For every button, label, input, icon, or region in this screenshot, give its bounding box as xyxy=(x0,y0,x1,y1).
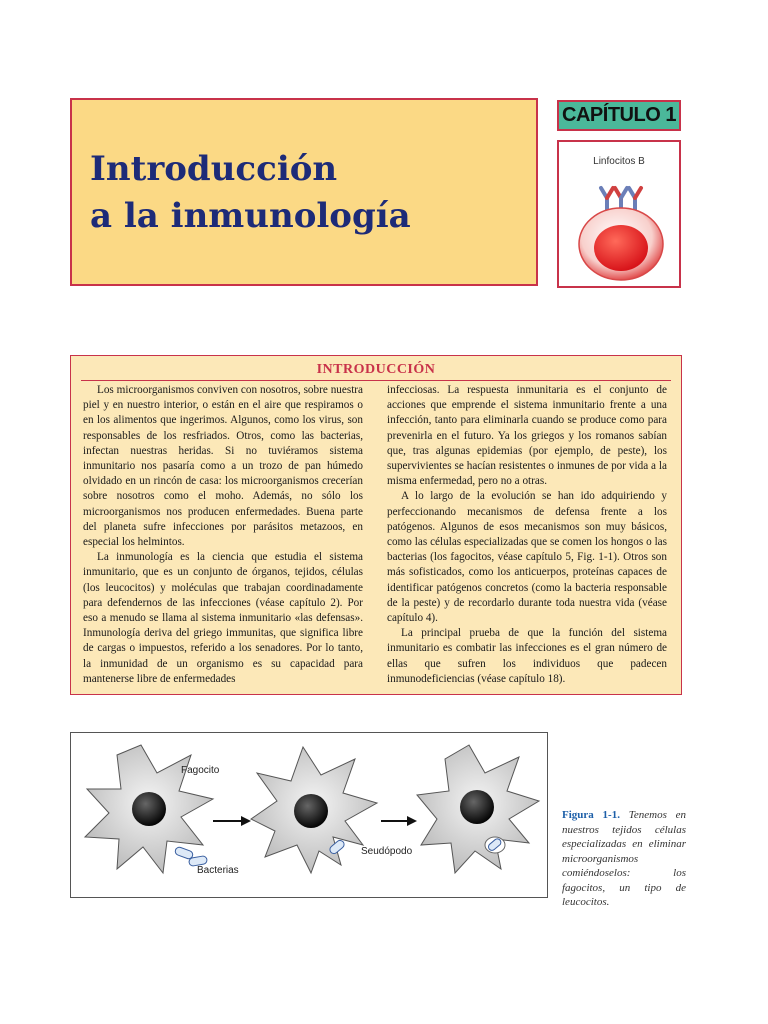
paragraph: La inmunología es la ciencia que estudia el sistema inmunitario, que es un conjunto de órganos, tejidos, células (los leucocitos) y moléculas que trabajan coordinadamente para defendernos de las infecciones (véase capítulo 2). Por eso a menudo se llama al sistema inmunitario «las defensas». Inmunología deriva del griego immunitas, que significa libre de cargas o impuestos, referido a los senadores. Por lo tanto, la inmunidad de un organismo es su capacidad para mantenerse libre de enfermedades xyxy=(83,551,363,685)
section-heading: INTRODUCCIÓN xyxy=(316,362,436,377)
paragraph: A lo largo de la evolución se han ido adquiriendo y perfeccionando mecanismos de defensa frente a los patógenos. Algunos de esos mecanismos son muy básicos, como las células especializadas que se comen los hongos o las bacterias (los fagocitos, véase capítulo 5, Fig. 1-1). Otros son más sofisticados, como los anticuerpos, proteínas capaces de identificar patógenos concretos (como la bacteria responsable de la peste) y de recordarlo durante toda nuestra vida (véase capítulo 4). xyxy=(387,490,667,625)
phagocytosis-diagram xyxy=(71,733,549,899)
arrowhead-icon xyxy=(407,816,417,826)
figure-caption xyxy=(562,808,686,910)
label-bacterias: Bacterias xyxy=(197,865,239,876)
paragraph: Los microorganismos conviven con nosotros, sobre nuestra piel y en nuestro interior, o están en el aire que respiramos o en los alimentos que ingerimos. Algunos, como los virus, son responsables de los resfriados. Otros, como las bacterias, infectan nuestras heridas. Si no tuviéramos sistema inmunitario nos pasaría como a un trozo de pan húmedo olvidado en un rincón de casa: los microorganismos crecerían sobre nosotros como el moho. Además, no sólo los microorganismos nos producen enfermedades. Buena parte del planeta sufre infecciones por parásitos metazoos, en especial los helmintos. xyxy=(83,384,363,549)
b-lymphocyte-icon xyxy=(569,174,673,284)
title-line-1: Introducción xyxy=(90,149,338,189)
paragraph: La principal prueba de que la función del sistema inmunitario es combatir las infecciones es el gran número de ellas que sufren los individuos que padecen inmunodeficiencias (véase capítulo 18). xyxy=(387,627,667,685)
bacteria-icon xyxy=(174,846,207,866)
chapter-label: CAPÍTULO 1 xyxy=(562,104,676,126)
phagocyte-cell xyxy=(251,747,377,873)
phagocyte-cell xyxy=(417,745,539,873)
introduction-section xyxy=(70,355,682,695)
figure-phagocytosis xyxy=(70,732,548,898)
title-box xyxy=(70,98,538,286)
chapter-title xyxy=(90,146,411,240)
figure-number: Figura 1-1. xyxy=(562,809,620,821)
arrowhead-icon xyxy=(241,816,251,826)
heading-divider xyxy=(81,380,671,381)
figure-caption-text: Tenemos en nuestros tejidos células especializadas en eliminar microorganismos comiéndoselos: los fagocitos, un tipo de leucocitos. xyxy=(562,809,687,908)
text-column-right xyxy=(387,383,667,687)
label-seudopodo: Seudópodo xyxy=(361,846,413,857)
paragraph: infecciosas. La respuesta inmunitaria es el conjunto de acciones que emprende el sistema inmunitario frente a una infección, tanto para eliminarla cuando se produce como para prevenirla en el futuro. Ya los griegos y los romanos sabían que, tras algunas epidemias (por ejemplo, de peste), los supervivientes se hacían resistentes o inmunes de por vida a la misma enfermedad, pero no a otras. xyxy=(387,384,667,488)
chapter-illustration xyxy=(557,140,681,288)
text-column-left xyxy=(83,383,363,687)
illustration-caption: Linfocitos B xyxy=(593,156,645,167)
title-line-2: a la inmunología xyxy=(90,196,411,236)
label-fagocito: Fagocito xyxy=(181,765,220,776)
chapter-badge xyxy=(557,100,681,131)
